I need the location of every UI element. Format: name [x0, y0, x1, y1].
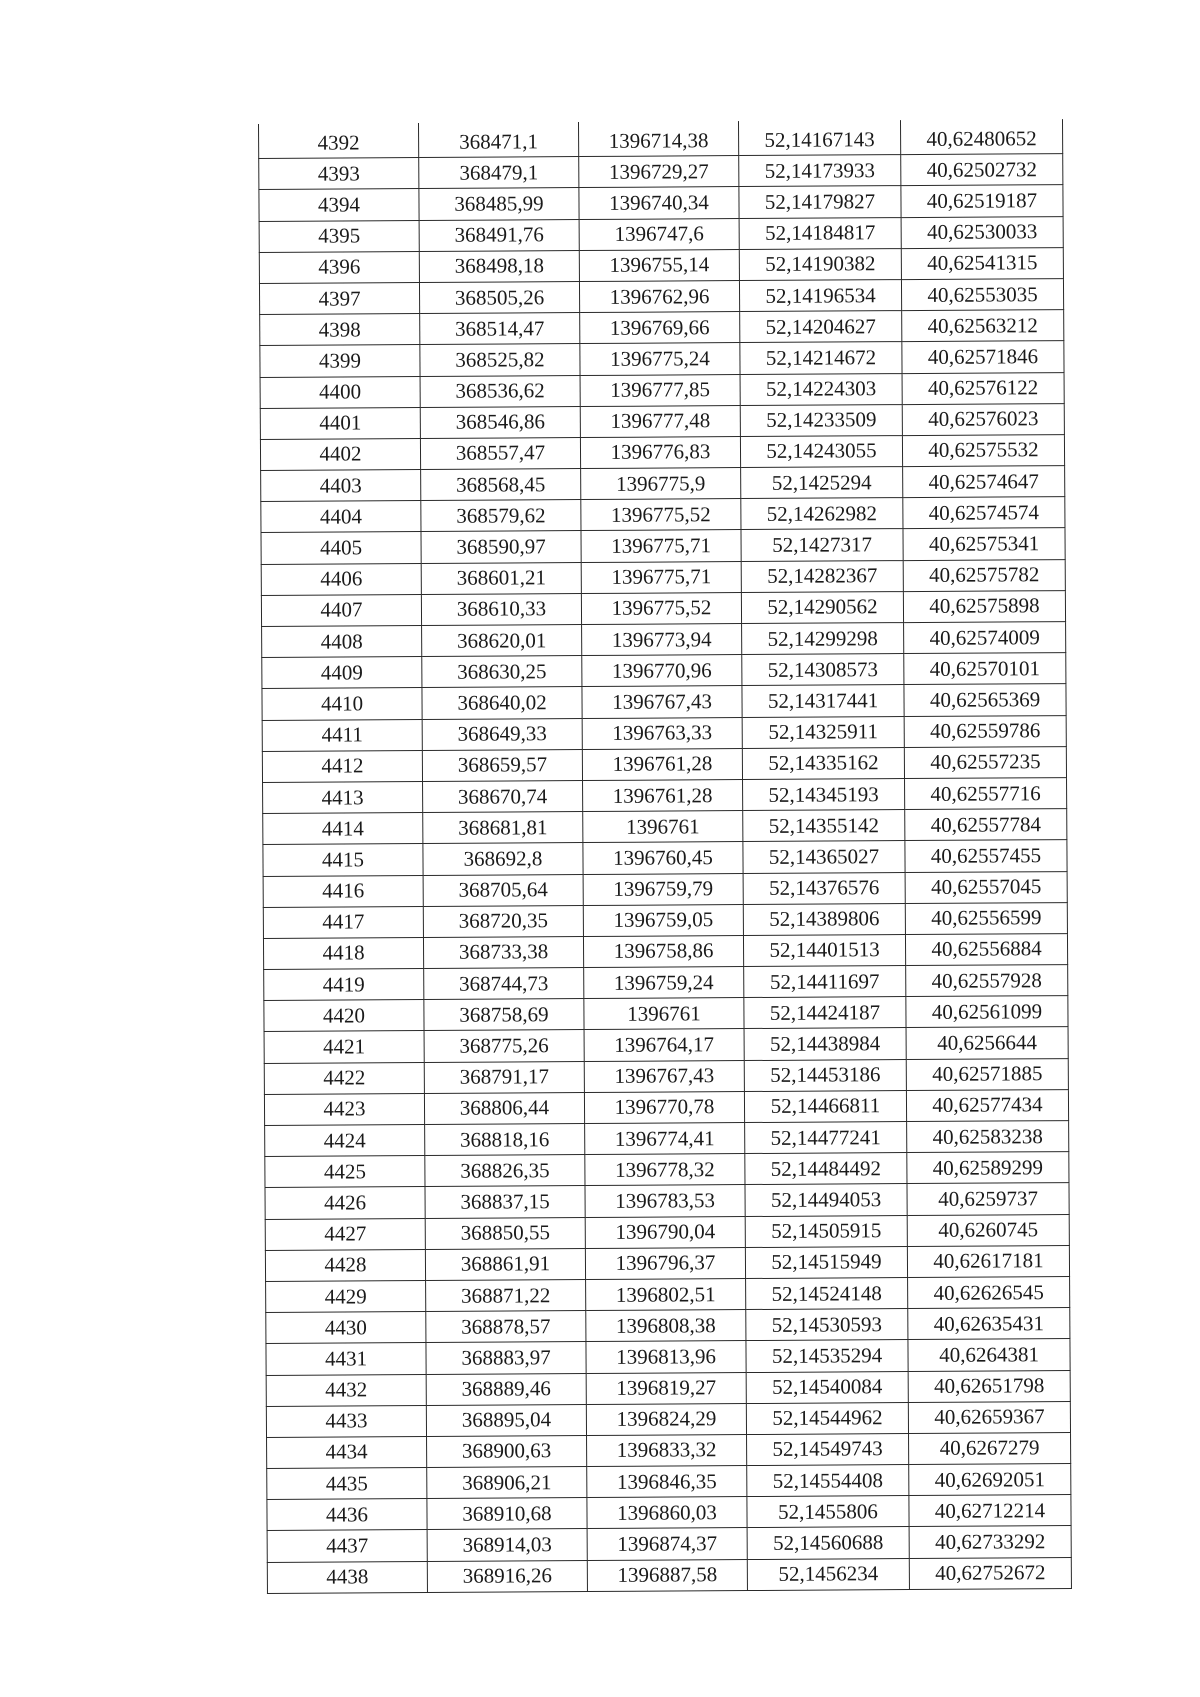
latitude-cell: 52,14424187 — [744, 997, 906, 1029]
longitude-cell: 40,62575532 — [902, 434, 1064, 466]
coordinates-table — [258, 119, 1072, 1594]
x-coordinate-cell: 368861,91 — [425, 1248, 585, 1280]
longitude-cell: 40,62480652 — [900, 119, 1062, 155]
y-coordinate-cell: 1396769,66 — [580, 312, 740, 344]
y-coordinate-cell: 1396767,43 — [584, 1060, 744, 1092]
table-row — [259, 279, 1063, 315]
x-coordinate-cell: 368659,57 — [422, 749, 582, 781]
point-number-cell: 4414 — [263, 813, 423, 845]
table-row — [260, 403, 1064, 439]
x-coordinate-cell: 368610,33 — [421, 593, 581, 625]
latitude-cell: 52,14505915 — [745, 1215, 907, 1247]
longitude-cell: 40,62559786 — [904, 715, 1066, 747]
table-row — [265, 1183, 1069, 1219]
table-row — [264, 965, 1068, 1001]
longitude-cell: 40,62576122 — [902, 372, 1064, 404]
point-number-cell: 4436 — [267, 1499, 427, 1531]
y-coordinate-cell: 1396778,32 — [585, 1154, 745, 1186]
y-coordinate-cell: 1396860,03 — [587, 1497, 747, 1529]
latitude-cell: 52,1455806 — [747, 1496, 909, 1528]
longitude-cell: 40,62574574 — [903, 497, 1065, 529]
longitude-cell: 40,62561099 — [906, 996, 1068, 1028]
longitude-cell: 40,62557045 — [905, 871, 1067, 903]
table-row — [261, 466, 1065, 502]
table-row — [260, 341, 1064, 377]
table-row — [259, 119, 1063, 159]
longitude-cell: 40,62541315 — [901, 247, 1063, 279]
latitude-cell: 52,14376576 — [743, 872, 905, 904]
table-row — [259, 154, 1063, 190]
point-number-cell: 4409 — [262, 657, 422, 689]
latitude-cell: 52,14494053 — [745, 1184, 907, 1216]
latitude-cell: 52,14530593 — [746, 1309, 908, 1341]
y-coordinate-cell: 1396887,58 — [587, 1559, 747, 1591]
point-number-cell: 4399 — [260, 345, 420, 377]
y-coordinate-cell: 1396813,96 — [586, 1341, 746, 1373]
longitude-cell: 40,6264381 — [908, 1339, 1070, 1371]
longitude-cell: 40,62752672 — [909, 1557, 1071, 1589]
longitude-cell: 40,6256644 — [906, 1027, 1068, 1059]
x-coordinate-cell: 368546,86 — [420, 406, 580, 438]
y-coordinate-cell: 1396796,37 — [585, 1247, 745, 1279]
longitude-cell: 40,62574009 — [904, 622, 1066, 654]
point-number-cell: 4426 — [265, 1187, 425, 1219]
x-coordinate-cell: 368601,21 — [421, 562, 581, 594]
table-row — [264, 996, 1068, 1032]
x-coordinate-cell: 368889,46 — [426, 1373, 586, 1405]
table-row — [259, 247, 1063, 283]
latitude-cell: 52,14345193 — [743, 779, 905, 811]
longitude-cell: 40,62556599 — [905, 902, 1067, 934]
x-coordinate-cell: 368485,99 — [419, 188, 579, 220]
x-coordinate-cell: 368498,18 — [419, 250, 579, 282]
y-coordinate-cell: 1396747,6 — [579, 218, 739, 250]
point-number-cell: 4405 — [261, 532, 421, 564]
table-row — [263, 778, 1067, 814]
latitude-cell: 52,14233509 — [740, 404, 902, 436]
y-coordinate-cell: 1396764,17 — [584, 1029, 744, 1061]
x-coordinate-cell: 368525,82 — [420, 344, 580, 376]
coordinates-table-body — [259, 119, 1072, 1593]
table-row — [262, 622, 1066, 658]
latitude-cell: 52,14184817 — [739, 217, 901, 249]
y-coordinate-cell: 1396714,38 — [578, 121, 738, 157]
latitude-cell: 52,1425294 — [741, 467, 903, 499]
latitude-cell: 52,14560688 — [747, 1527, 909, 1559]
table-row — [262, 684, 1066, 720]
longitude-cell: 40,62557716 — [905, 778, 1067, 810]
x-coordinate-cell: 368775,26 — [424, 1030, 584, 1062]
x-coordinate-cell: 368649,33 — [422, 718, 582, 750]
point-number-cell: 4427 — [265, 1218, 425, 1250]
latitude-cell: 52,14544962 — [746, 1402, 908, 1434]
y-coordinate-cell: 1396759,24 — [584, 967, 744, 999]
x-coordinate-cell: 368705,64 — [423, 874, 583, 906]
x-coordinate-cell: 368878,57 — [426, 1311, 586, 1343]
y-coordinate-cell: 1396763,33 — [582, 717, 742, 749]
y-coordinate-cell: 1396819,27 — [586, 1372, 746, 1404]
longitude-cell: 40,62583238 — [907, 1121, 1069, 1153]
y-coordinate-cell: 1396773,94 — [582, 624, 742, 656]
latitude-cell: 52,14224303 — [740, 373, 902, 405]
point-number-cell: 4398 — [260, 314, 420, 346]
point-number-cell: 4407 — [261, 594, 421, 626]
y-coordinate-cell: 1396762,96 — [579, 280, 739, 312]
table-row — [264, 1058, 1068, 1094]
y-coordinate-cell: 1396846,35 — [587, 1466, 747, 1498]
y-coordinate-cell: 1396729,27 — [579, 156, 739, 188]
point-number-cell: 4431 — [266, 1343, 426, 1375]
point-number-cell: 4406 — [261, 563, 421, 595]
latitude-cell: 52,14401513 — [743, 934, 905, 966]
table-row — [266, 1277, 1070, 1313]
longitude-cell: 40,6260745 — [907, 1214, 1069, 1246]
x-coordinate-cell: 368914,03 — [427, 1529, 587, 1561]
point-number-cell: 4425 — [265, 1156, 425, 1188]
point-number-cell: 4397 — [259, 282, 419, 314]
point-number-cell: 4419 — [264, 969, 424, 1001]
table-row — [266, 1401, 1070, 1437]
longitude-cell: 40,62651798 — [908, 1370, 1070, 1402]
table-row — [267, 1526, 1071, 1562]
point-number-cell: 4422 — [264, 1062, 424, 1094]
table-row — [265, 1152, 1069, 1188]
latitude-cell: 52,14484492 — [745, 1153, 907, 1185]
table-row — [262, 746, 1066, 782]
y-coordinate-cell: 1396758,86 — [583, 935, 743, 967]
point-number-cell: 4410 — [262, 688, 422, 720]
latitude-cell: 52,14173933 — [739, 155, 901, 187]
y-coordinate-cell: 1396783,53 — [585, 1185, 745, 1217]
table-row — [260, 372, 1064, 408]
longitude-cell: 40,62692051 — [909, 1464, 1071, 1496]
y-coordinate-cell: 1396761,28 — [583, 779, 743, 811]
longitude-cell: 40,6259737 — [907, 1183, 1069, 1215]
x-coordinate-cell: 368837,15 — [425, 1186, 585, 1218]
latitude-cell: 52,14389806 — [743, 903, 905, 935]
x-coordinate-cell: 368491,76 — [419, 219, 579, 251]
latitude-cell: 52,14190382 — [739, 248, 901, 280]
x-coordinate-cell: 368620,01 — [422, 625, 582, 657]
longitude-cell: 40,62557784 — [905, 809, 1067, 841]
longitude-cell: 40,62575341 — [903, 528, 1065, 560]
latitude-cell: 52,14214672 — [740, 342, 902, 374]
y-coordinate-cell: 1396759,05 — [583, 904, 743, 936]
x-coordinate-cell: 368640,02 — [422, 687, 582, 719]
table-row — [267, 1464, 1071, 1500]
point-number-cell: 4420 — [264, 1000, 424, 1032]
longitude-cell: 40,62589299 — [907, 1152, 1069, 1184]
latitude-cell: 52,14411697 — [744, 966, 906, 998]
y-coordinate-cell: 1396833,32 — [587, 1434, 747, 1466]
latitude-cell: 52,14365027 — [743, 841, 905, 873]
latitude-cell: 52,14515949 — [745, 1246, 907, 1278]
x-coordinate-cell: 368850,55 — [425, 1217, 585, 1249]
latitude-cell: 52,14243055 — [740, 435, 902, 467]
y-coordinate-cell: 1396767,43 — [582, 686, 742, 718]
latitude-cell: 52,14204627 — [740, 311, 902, 343]
point-number-cell: 4404 — [261, 501, 421, 533]
longitude-cell: 40,62635431 — [908, 1308, 1070, 1340]
y-coordinate-cell: 1396808,38 — [586, 1310, 746, 1342]
longitude-cell: 40,62553035 — [901, 279, 1063, 311]
table-row — [266, 1370, 1070, 1406]
point-number-cell: 4403 — [261, 470, 421, 502]
x-coordinate-cell: 368791,17 — [424, 1061, 584, 1093]
table-row — [266, 1308, 1070, 1344]
y-coordinate-cell: 1396775,71 — [581, 561, 741, 593]
point-number-cell: 4400 — [260, 376, 420, 408]
point-number-cell: 4413 — [263, 781, 423, 813]
table-row — [260, 434, 1064, 470]
latitude-cell: 52,14317441 — [742, 685, 904, 717]
latitude-cell: 52,14535294 — [746, 1340, 908, 1372]
table-row — [261, 559, 1065, 595]
latitude-cell: 52,14477241 — [745, 1122, 907, 1154]
latitude-cell: 52,14282367 — [741, 560, 903, 592]
latitude-cell: 52,1427317 — [741, 529, 903, 561]
point-number-cell: 4393 — [259, 158, 419, 190]
point-number-cell: 4424 — [265, 1125, 425, 1157]
latitude-cell: 52,14554408 — [747, 1465, 909, 1497]
table-row — [261, 528, 1065, 564]
table-row — [264, 1027, 1068, 1063]
latitude-cell: 52,1456234 — [747, 1558, 909, 1590]
longitude-cell: 40,62712214 — [909, 1495, 1071, 1527]
table-row — [262, 715, 1066, 751]
point-number-cell: 4402 — [260, 438, 420, 470]
latitude-cell: 52,14355142 — [743, 810, 905, 842]
longitude-cell: 40,62574647 — [903, 466, 1065, 498]
table-row — [263, 933, 1067, 969]
latitude-cell: 52,14335162 — [742, 747, 904, 779]
table-row — [265, 1245, 1069, 1281]
longitude-cell: 40,62571885 — [906, 1058, 1068, 1090]
table-row — [259, 185, 1063, 221]
point-number-cell: 4432 — [266, 1374, 426, 1406]
table-row — [259, 216, 1063, 252]
x-coordinate-cell: 368514,47 — [420, 313, 580, 345]
x-coordinate-cell: 368720,35 — [423, 905, 583, 937]
longitude-cell: 40,62557455 — [905, 840, 1067, 872]
table-row — [262, 653, 1066, 689]
table-row — [264, 1089, 1068, 1125]
x-coordinate-cell: 368733,38 — [423, 936, 583, 968]
table-row — [265, 1121, 1069, 1157]
y-coordinate-cell: 1396874,37 — [587, 1528, 747, 1560]
y-coordinate-cell: 1396802,51 — [586, 1278, 746, 1310]
point-number-cell: 4392 — [259, 123, 419, 159]
y-coordinate-cell: 1396761,28 — [582, 748, 742, 780]
y-coordinate-cell: 1396775,52 — [581, 592, 741, 624]
longitude-cell: 40,62563212 — [902, 310, 1064, 342]
x-coordinate-cell: 368758,69 — [424, 999, 584, 1031]
x-coordinate-cell: 368900,63 — [427, 1435, 587, 1467]
x-coordinate-cell: 368916,26 — [427, 1560, 587, 1592]
point-number-cell: 4438 — [267, 1561, 427, 1593]
x-coordinate-cell: 368744,73 — [424, 968, 584, 1000]
longitude-cell: 40,62557235 — [904, 746, 1066, 778]
y-coordinate-cell: 1396755,14 — [579, 249, 739, 281]
y-coordinate-cell: 1396777,48 — [580, 405, 740, 437]
x-coordinate-cell: 368479,1 — [419, 157, 579, 189]
point-number-cell: 4418 — [263, 937, 423, 969]
y-coordinate-cell: 1396770,96 — [582, 655, 742, 687]
longitude-cell: 40,62557928 — [906, 965, 1068, 997]
table-row — [263, 871, 1067, 907]
point-number-cell: 4421 — [264, 1031, 424, 1063]
x-coordinate-cell: 368630,25 — [422, 656, 582, 688]
latitude-cell: 52,14299298 — [742, 623, 904, 655]
point-number-cell: 4401 — [260, 407, 420, 439]
x-coordinate-cell: 368910,68 — [427, 1498, 587, 1530]
table-row — [260, 310, 1064, 346]
longitude-cell: 40,62626545 — [908, 1277, 1070, 1309]
longitude-cell: 40,62530033 — [901, 216, 1063, 248]
point-number-cell: 4429 — [266, 1280, 426, 1312]
point-number-cell: 4408 — [262, 626, 422, 658]
y-coordinate-cell: 1396775,9 — [581, 468, 741, 500]
x-coordinate-cell: 368818,16 — [425, 1124, 585, 1156]
point-number-cell: 4434 — [267, 1436, 427, 1468]
x-coordinate-cell: 368883,97 — [426, 1342, 586, 1374]
x-coordinate-cell: 368590,97 — [421, 531, 581, 563]
y-coordinate-cell: 1396775,52 — [581, 499, 741, 531]
point-number-cell: 4412 — [262, 750, 422, 782]
latitude-cell: 52,14196534 — [739, 280, 901, 312]
table-row — [265, 1214, 1069, 1250]
y-coordinate-cell: 1396761 — [583, 811, 743, 843]
latitude-cell: 52,14438984 — [744, 1028, 906, 1060]
table-row — [266, 1339, 1070, 1375]
point-number-cell: 4411 — [262, 719, 422, 751]
point-number-cell: 4416 — [263, 875, 423, 907]
longitude-cell: 40,62502732 — [901, 154, 1063, 186]
x-coordinate-cell: 368826,35 — [425, 1155, 585, 1187]
table-row — [267, 1432, 1071, 1468]
point-number-cell: 4430 — [266, 1312, 426, 1344]
point-number-cell: 4396 — [259, 251, 419, 283]
y-coordinate-cell: 1396774,41 — [585, 1123, 745, 1155]
y-coordinate-cell: 1396770,78 — [584, 1091, 744, 1123]
latitude-cell: 52,14549743 — [747, 1433, 909, 1465]
table-row — [263, 902, 1067, 938]
latitude-cell: 52,14179827 — [739, 186, 901, 218]
longitude-cell: 40,62519187 — [901, 185, 1063, 217]
point-number-cell: 4433 — [266, 1405, 426, 1437]
x-coordinate-cell: 368568,45 — [421, 469, 581, 501]
longitude-cell: 40,62565369 — [904, 684, 1066, 716]
point-number-cell: 4423 — [264, 1093, 424, 1125]
point-number-cell: 4417 — [263, 906, 423, 938]
point-number-cell: 4394 — [259, 189, 419, 221]
longitude-cell: 40,6267279 — [909, 1432, 1071, 1464]
y-coordinate-cell: 1396760,45 — [583, 842, 743, 874]
y-coordinate-cell: 1396759,79 — [583, 873, 743, 905]
latitude-cell: 52,14540084 — [746, 1371, 908, 1403]
x-coordinate-cell: 368557,47 — [420, 437, 580, 469]
x-coordinate-cell: 368505,26 — [419, 281, 579, 313]
latitude-cell: 52,14262982 — [741, 498, 903, 530]
x-coordinate-cell: 368670,74 — [423, 780, 583, 812]
x-coordinate-cell: 368536,62 — [420, 375, 580, 407]
latitude-cell: 52,14308573 — [742, 654, 904, 686]
y-coordinate-cell: 1396761 — [584, 998, 744, 1030]
table-row — [267, 1557, 1071, 1593]
x-coordinate-cell: 368692,8 — [423, 843, 583, 875]
longitude-cell: 40,62576023 — [902, 403, 1064, 435]
x-coordinate-cell: 368895,04 — [426, 1404, 586, 1436]
latitude-cell: 52,14325911 — [742, 716, 904, 748]
point-number-cell: 4415 — [263, 844, 423, 876]
x-coordinate-cell: 368906,21 — [427, 1467, 587, 1499]
longitude-cell: 40,62733292 — [909, 1526, 1071, 1558]
table-row — [267, 1495, 1071, 1531]
latitude-cell: 52,14466811 — [744, 1090, 906, 1122]
longitude-cell: 40,62617181 — [907, 1245, 1069, 1277]
latitude-cell: 52,14167143 — [738, 120, 900, 156]
longitude-cell: 40,62571846 — [902, 341, 1064, 373]
longitude-cell: 40,62575782 — [903, 559, 1065, 591]
y-coordinate-cell: 1396824,29 — [586, 1403, 746, 1435]
y-coordinate-cell: 1396775,24 — [580, 343, 740, 375]
latitude-cell: 52,14524148 — [746, 1277, 908, 1309]
table-row — [263, 840, 1067, 876]
y-coordinate-cell: 1396790,04 — [585, 1216, 745, 1248]
point-number-cell: 4428 — [265, 1249, 425, 1281]
x-coordinate-cell: 368471,1 — [418, 122, 578, 158]
point-number-cell: 4437 — [267, 1530, 427, 1562]
x-coordinate-cell: 368806,44 — [424, 1092, 584, 1124]
y-coordinate-cell: 1396777,85 — [580, 374, 740, 406]
x-coordinate-cell: 368871,22 — [426, 1279, 586, 1311]
x-coordinate-cell: 368681,81 — [423, 812, 583, 844]
longitude-cell: 40,62570101 — [904, 653, 1066, 685]
longitude-cell: 40,62575898 — [903, 590, 1065, 622]
table-row — [261, 590, 1065, 626]
table-row — [261, 497, 1065, 533]
latitude-cell: 52,14453186 — [744, 1059, 906, 1091]
y-coordinate-cell: 1396740,34 — [579, 187, 739, 219]
x-coordinate-cell: 368579,62 — [421, 500, 581, 532]
y-coordinate-cell: 1396775,71 — [581, 530, 741, 562]
point-number-cell: 4395 — [259, 220, 419, 252]
latitude-cell: 52,14290562 — [741, 591, 903, 623]
point-number-cell: 4435 — [267, 1468, 427, 1500]
y-coordinate-cell: 1396776,83 — [580, 436, 740, 468]
longitude-cell: 40,62659367 — [908, 1401, 1070, 1433]
longitude-cell: 40,62577434 — [906, 1089, 1068, 1121]
table-row — [263, 809, 1067, 845]
longitude-cell: 40,62556884 — [905, 933, 1067, 965]
